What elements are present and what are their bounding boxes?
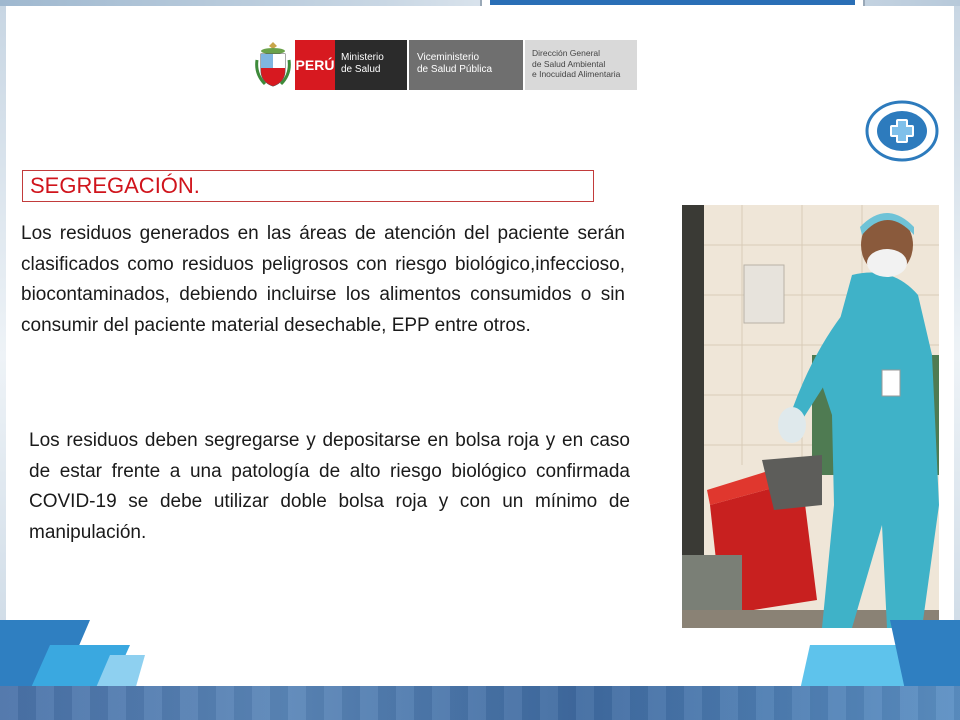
direction-line1: Dirección General [532,48,601,58]
direction-line2: de Salud Ambiental [532,58,606,69]
paragraph-segregation: Los residuos deben segregarse y depositarse en bolsa roja y en caso de estar frente a una patología de alto riesgo biológico confirmada COVID-19 se debe utilizar doble bolsa roja y con un mínimo de manipulación. [29,430,630,543]
government-header-banner [255,40,677,90]
top-tab-accent [490,0,855,5]
left-edge [0,6,6,706]
peru-label: PERÚ [295,40,335,90]
right-edge [954,6,960,706]
ministry-logo [295,40,407,90]
nurse-segregating-waste-photo [682,205,939,628]
ministry-line1: Ministerio [341,52,384,63]
peru-coat-of-arms-icon [255,40,291,90]
direction-logo [525,40,637,90]
ministry-name [335,40,407,90]
paragraph-classification: Los residuos generados en las áreas de atención del paciente serán clasificados como residuos peligrosos con riesgo biológico,infeccioso, biocontaminados, debiendo incluirse los alimentos consumidos o sin consumir del paciente material desechable, EPP entre otros. [21,223,625,336]
vice-line2: de Salud Pública [417,64,493,75]
vice-line1: Viceministerio [417,52,480,63]
direction-line3: e Inocuidad Alimentaria [532,69,621,79]
slide-title: SEGREGACIÓN. [22,170,594,202]
vice-ministry-logo [409,40,523,90]
bottom-band [0,686,960,720]
bottom-decoration [0,610,960,690]
ministry-line2: de Salud [341,64,381,75]
hospital-rezola-badge-icon [865,100,939,162]
